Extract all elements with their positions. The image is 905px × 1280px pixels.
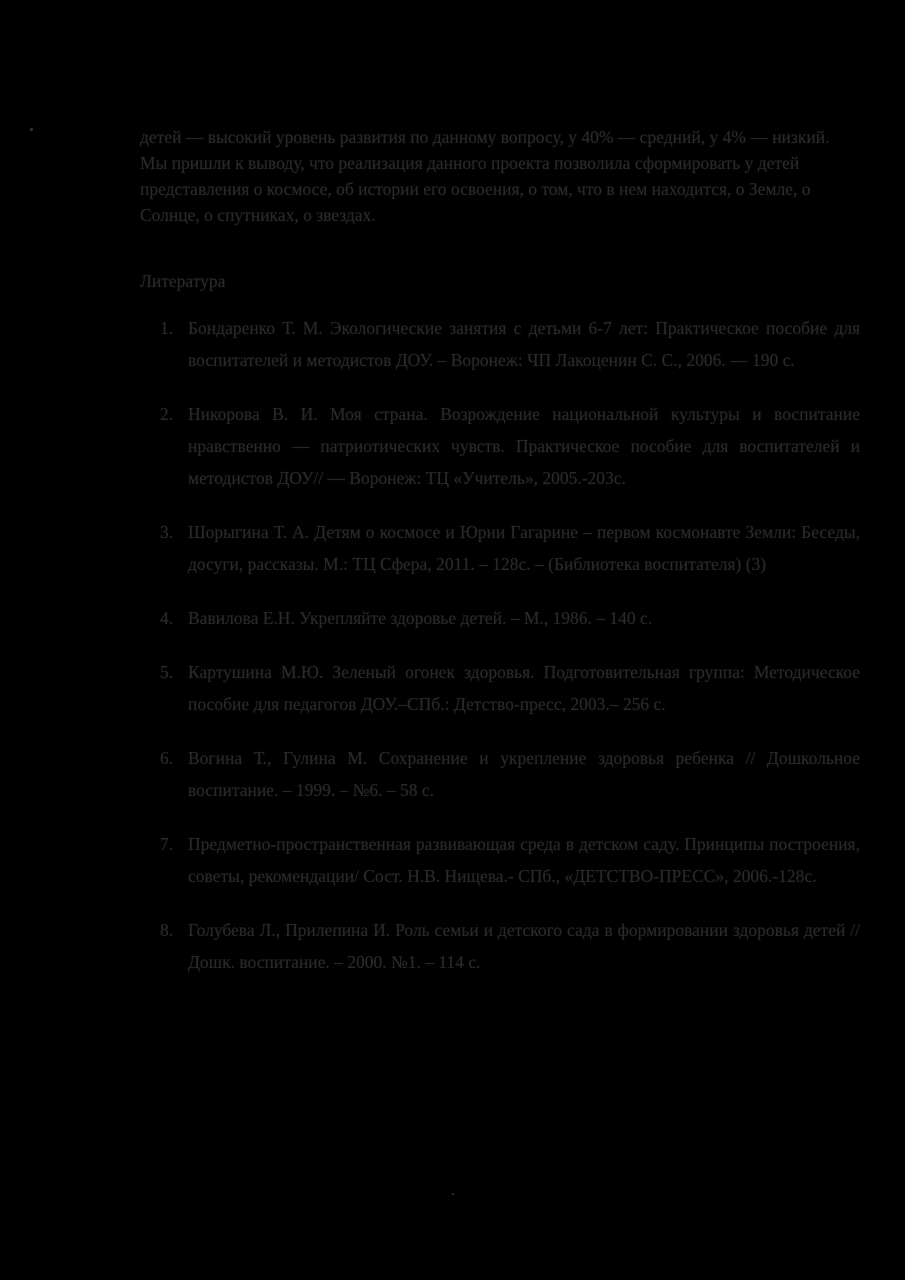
reference-number: 5.: [160, 662, 174, 682]
reference-item: [160, 828, 860, 892]
reference-number: 2.: [160, 404, 174, 424]
reference-item: [160, 516, 860, 580]
reference-text: Вогина Т., Гулина М. Сохранение и укрепление здоровья ребенка // Дошкольное воспитание. – 1999. – №6. – 58 с.: [188, 748, 860, 800]
reference-text: Никорова В. И. Моя страна. Возрождение национальной культуры и воспитание нравственно — патриотических чувств. Практическое пособие для воспитателей и методистов ДОУ// — Воронеж: ТЦ «Учитель», 2005.-203с.: [188, 404, 860, 488]
scan-speck: [30, 128, 33, 131]
reference-number: 4.: [160, 608, 174, 628]
reference-number: 7.: [160, 834, 174, 854]
reference-item: [160, 602, 860, 634]
scan-speck: [452, 1193, 454, 1195]
reference-item: [160, 914, 860, 978]
references-list: [160, 312, 860, 1000]
reference-item: [160, 312, 860, 376]
reference-text: Бондаренко Т. М. Экологические занятия с детьми 6-7 лет: Практическое пособие для воспитателей и методистов ДОУ. – Воронеж: ЧП Лакоценин С. С., 2006. — 190 с.: [188, 318, 860, 370]
reference-item: [160, 742, 860, 806]
reference-item: [160, 656, 860, 720]
reference-text: Голубева Л., Прилепина И. Роль семьи и детского сада в формировании здоровья детей // Дошк. воспитание. – 2000. №1. – 114 с.: [188, 920, 860, 972]
reference-text: Предметно-пространственная развивающая среда в детском саду. Принципы построения, советы, рекомендации/ Сост. Н.В. Нищева.- СПб., «ДЕТСТВО-ПРЕСС», 2006.-128с.: [188, 834, 860, 886]
reference-text: Картушина М.Ю. Зеленый огонек здоровья. Подготовительная группа: Методическое пособие для педагогов ДОУ.–СПб.: Детство-пресс, 2003.– 256 с.: [188, 662, 860, 714]
reference-text: Шорыгина Т. А. Детям о космосе и Юрии Гагарине – первом космонавте Земли: Беседы, досуги, рассказы. М.: ТЦ Сфера, 2011. – 128с. – (Библиотека воспитателя) (3): [188, 522, 860, 574]
reference-number: 6.: [160, 748, 174, 768]
intro-paragraph: детей — высокий уровень развития по данному вопросу, у 40% — средний, у 4% — низкий. Мы пришли к выводу, что реализация данного проекта позволила сформировать у детей представления о космосе, об истории его освоения, о том, что в нем находится, о Земле, о Солнце, о спутниках, о звездах.: [140, 127, 830, 225]
reference-item: [160, 398, 860, 494]
reference-number: 3.: [160, 522, 174, 542]
reference-number: 1.: [160, 318, 174, 338]
references-heading: Литература: [140, 271, 226, 291]
reference-text: Вавилова Е.Н. Укрепляйте здоровье детей. – М., 1986. – 140 с.: [188, 608, 653, 628]
reference-number: 8.: [160, 920, 174, 940]
